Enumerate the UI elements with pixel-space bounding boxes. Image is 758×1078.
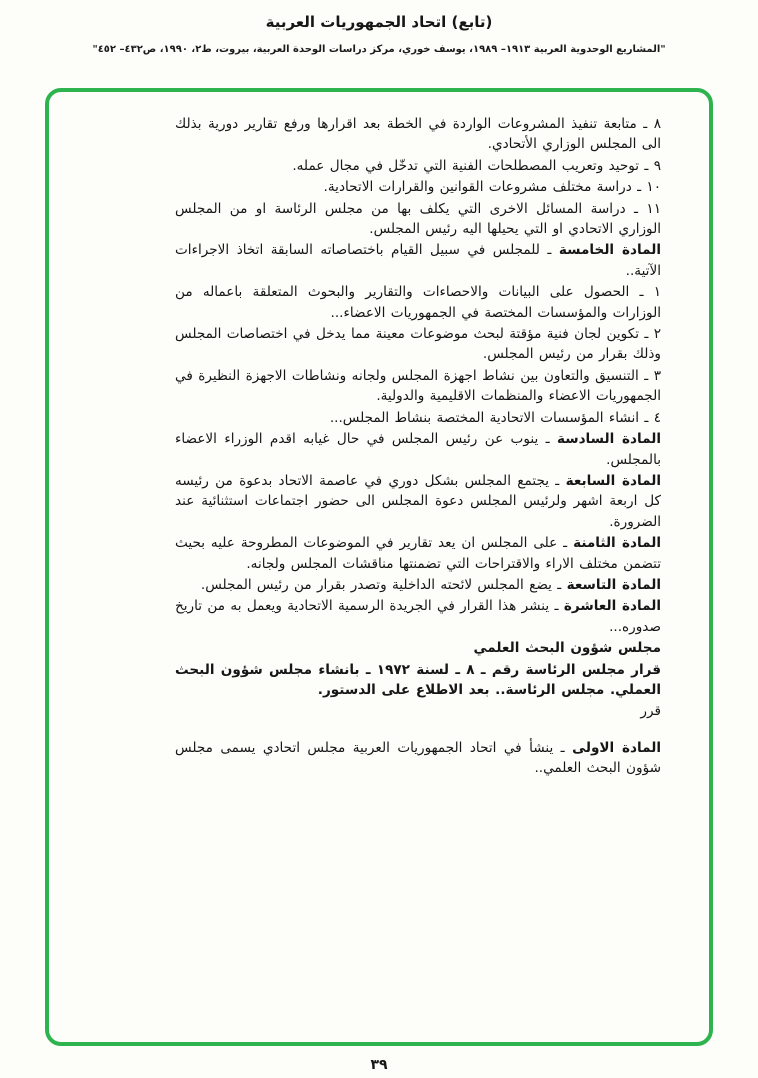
article-paragraph: المادة السابعة ـ يجتمع المجلس بشكل دوري في عاصمة الاتحاد بدعوة من رئيسه كل اربعة اشهر ولرئيس المجلس دعوة المجلس الى حضور اجتماعات استثنائية عند الضرورة. <box>175 472 662 530</box>
article-lead: المادة الثامنة <box>573 535 662 552</box>
article-paragraph: المادة الاولى ـ ينشأ في اتحاد الجمهوريات العربية مجلس اتحادي يسمى مجلس شؤون البحث العلمي.. <box>175 739 662 777</box>
article-paragraph: المادة التاسعة ـ يضع المجلس لائحته الداخلية وتصدر بقرار من رئيس المجلس. <box>200 576 661 593</box>
paragraph: ٩ ـ توحيد وتعريب المصطلحات الفنية التي تدخّل في مجال عمله. <box>292 157 661 174</box>
source-citation: "المشاريع الوحدوية العربية ١٩١٣– ١٩٨٩، يوسف خوري، مركز دراسات الوحدة العربية، بيروت، ط٢، ١٩٩٠، ص٤٣٢– ٤٥٢" <box>92 44 666 55</box>
article-paragraph: المادة السادسة ـ ينوب عن رئيس المجلس في حال غيابه اقدم الوزراء الاعضاء بالمجلس. <box>175 431 661 468</box>
paragraph: قرر <box>640 703 661 720</box>
paragraph: ١ ـ الحصول على البيانات والاحصاءات والتقارير والبحوث المتعلقة باعماله من الوزارات والمؤسسات المختصة في الجمهوريات الاعضاء... <box>175 284 661 321</box>
paragraph: مجلس شؤون البحث العلمي <box>473 640 661 657</box>
paragraph: قرار مجلس الرئاسة رقم ـ ٨ ـ لسنة ١٩٧٢ ـ بانشاء مجلس شؤون البحث العملي. مجلس الرئاسة.. بعد الاطلاع على الدستور. <box>175 661 661 698</box>
paragraph: ١٠ ـ دراسة مختلف مشروعات القوانين والقرارات الاتحادية. <box>323 179 661 196</box>
article-lead: المادة الاولى <box>572 739 662 756</box>
article-lead: المادة التاسعة <box>566 576 661 593</box>
document-body <box>175 114 661 779</box>
paragraph: ١١ ـ دراسة المسائل الاخرى التي يكلف بها من مجلس الرئاسة او من المجلس الوزاري الاتحادي او التي يحيلها اليه رئيس المجلس. <box>175 200 661 238</box>
document-title: (تابع) اتحاد الجمهوريات العربية <box>265 13 493 31</box>
page-number: ٣٩ <box>370 1057 388 1073</box>
paragraph: ٣ ـ التنسيق والتعاون بين نشاط اجهزة المجلس ولجانه ونشاطات الاجهزة النظيرة في الجمهوريات الاعضاء والمنظمات الاقليمية والدولية. <box>175 367 661 405</box>
article-paragraph: المادة العاشرة ـ ينشر هذا القرار في الجريدة الرسمية الاتحادية ويعمل به من تاريخ صدوره... <box>175 598 661 635</box>
page-header <box>0 0 758 55</box>
article-lead: المادة العاشرة <box>563 598 661 615</box>
article-lead: المادة الخامسة <box>558 242 661 259</box>
paragraph: ٨ ـ متابعة تنفيذ المشروعات الواردة في الخطة بعد اقرارها ورفع تقارير دورية بذلك الى المجلس الوزاري الأتحادي. <box>175 116 661 153</box>
article-paragraph: المادة الخامسة ـ للمجلس في سبيل القيام باختصاصاته السابقة اتخاذ الاجراءات الآتية.. <box>175 242 661 279</box>
article-lead: المادة السابعة <box>565 472 662 489</box>
article-lead: المادة السادسة <box>556 431 661 448</box>
paragraph: ٤ ـ انشاء المؤسسات الاتحادية المختصة بنشاط المجلس... <box>329 409 661 426</box>
highlight-frame <box>45 88 713 1046</box>
article-paragraph: المادة الثامنة ـ على المجلس ان يعد تقارير في الموضوعات المطروحة عليه بحيث تتضمن مختلف الاراء والاقتراحات التي تضمنتها مناقشات المجلس ولجانه. <box>175 535 662 572</box>
paragraph: ٢ ـ تكوين لجان فنية مؤقتة لبحث موضوعات معينة مما يدخل في اختصاصات المجلس وذلك بقرار من رئيس المجلس. <box>175 326 661 363</box>
